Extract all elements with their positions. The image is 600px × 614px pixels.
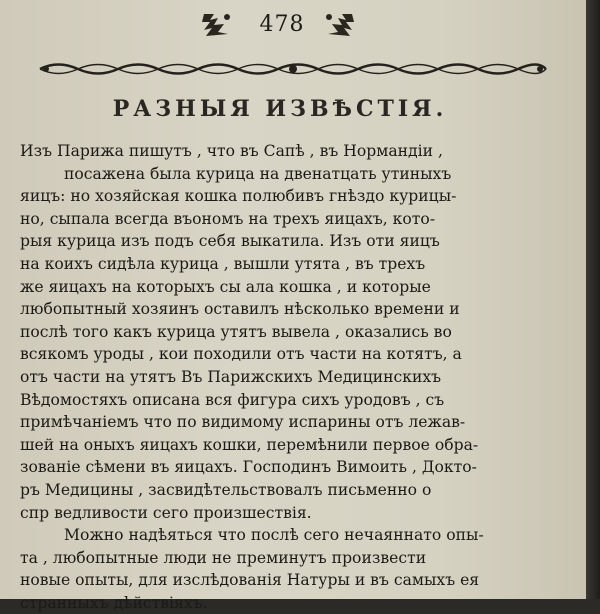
text-line: ръ Медицины , засвидѣтельствовалъ письменно о — [20, 480, 432, 499]
text-line: Изъ Парижа пишутъ , что въ Сапѣ , въ Нормандіи , — [20, 142, 443, 160]
text-line: посажена была курица на двенатцать утиныхъ — [64, 164, 452, 183]
text-line: же яицахъ на которыхъ сы ала кошка , и которые — [20, 277, 431, 296]
text-line: Можно надѣяться что послѣ сего нечаяннато опы- — [64, 526, 484, 545]
decorative-rule-icon — [38, 58, 548, 80]
text-line: послѣ того какъ курица утятъ вывела , оказались во — [20, 322, 452, 341]
text-line: новые опыты, для изслѣдованія Натуры и въ самыхъ ея — [20, 571, 480, 590]
text-line: любопытный хозяинъ оставилъ нѣсколько времени и — [20, 300, 460, 319]
page-header — [0, 6, 586, 46]
text-line: яицъ: но хозяйская кошка полюбивъ гнѣздо курицы- — [20, 187, 457, 206]
ornament-right-icon — [322, 10, 356, 40]
article-body — [20, 140, 540, 614]
article-title: РАЗНЫЯ ИЗВѢСТІЯ. — [112, 96, 448, 122]
text-line: странныхъ дѣйствіяхъ. — [20, 593, 208, 612]
text-line: та , любопытные люди не преминутъ произвести — [20, 548, 427, 567]
page-number: 478 — [259, 12, 305, 37]
text-line: отъ части на утятъ Въ Парижскихъ Медицинскихъ — [20, 367, 442, 386]
book-edge — [586, 0, 600, 599]
text-line: зованіе сѣмени въ яицахъ. Господинъ Вимоить , Докто- — [20, 458, 477, 477]
text-line: но, сыпала всегда въономъ на трехъ яицахъ, кото- — [20, 209, 436, 228]
text-line: спр ведливости сего произшествія. — [20, 503, 312, 522]
text-line: шей на оныхъ яицахъ кошки, перемѣнили первое обра- — [20, 435, 479, 454]
text-line: примѣчаніемъ что по видимому испарины отъ лежав- — [20, 413, 466, 432]
text-line: всякомъ уроды , кои походили отъ части на котятъ, а — [20, 345, 462, 364]
text-line: на коихъ сидѣла курица , вышли утята , въ трехъ — [20, 254, 426, 273]
ornament-left-icon — [200, 10, 234, 40]
text-line: Вѣдомостяхъ описана вся фигура сихъ уродовъ , съ — [20, 390, 445, 409]
text-line: рыя курица изъ подъ себя выкатила. Изъ оти яицъ — [20, 232, 440, 251]
